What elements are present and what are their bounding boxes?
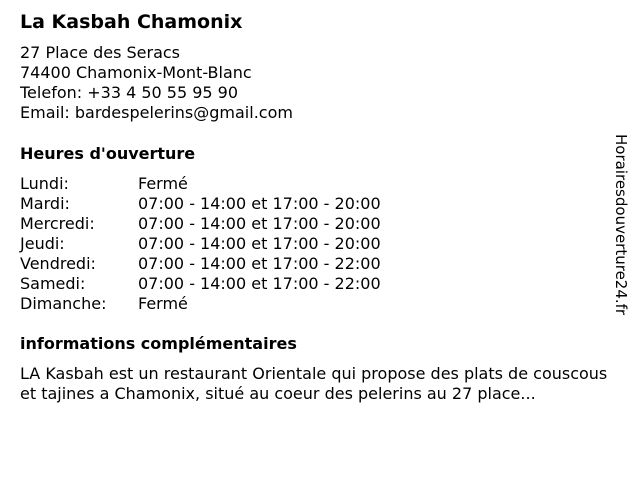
day-label: Jeudi: [20,234,65,253]
day-hours: 07:00 - 14:00 et 17:00 - 20:00 [138,194,381,213]
email-address: Email: bardespelerins@gmail.com [20,103,293,122]
business-description: LA Kasbah est un restaurant Orientale qui propose des plats de couscous et tajines a Chamonix, situé au coeur des pelerins au 27 place... [20,364,608,403]
day-hours: 07:00 - 14:00 et 17:00 - 20:00 [138,214,381,233]
day-label: Vendredi: [20,254,96,273]
day-hours: Fermé [138,174,188,193]
day-hours: 07:00 - 14:00 et 17:00 - 20:00 [138,234,381,253]
site-watermark: Horairesdouverture24.fr [612,134,630,316]
opening-hours-heading: Heures d'ouverture [20,144,196,163]
contact-block [20,43,293,123]
day-label: Dimanche: [20,294,107,313]
day-hours: Fermé [138,294,188,313]
additional-info-heading: informations complémentaires [20,334,297,353]
address-city: 74400 Chamonix-Mont-Blanc [20,63,252,82]
phone-number: Telefon: +33 4 50 55 95 90 [20,83,239,102]
day-label: Samedi: [20,274,86,293]
day-hours: 07:00 - 14:00 et 17:00 - 22:00 [138,274,381,293]
business-name: La Kasbah Chamonix [20,11,243,33]
day-hours: 07:00 - 14:00 et 17:00 - 22:00 [138,254,381,273]
day-label: Mercredi: [20,214,95,233]
day-label: Lundi: [20,174,69,193]
day-label: Mardi: [20,194,70,213]
address-street: 27 Place des Seracs [20,43,181,62]
